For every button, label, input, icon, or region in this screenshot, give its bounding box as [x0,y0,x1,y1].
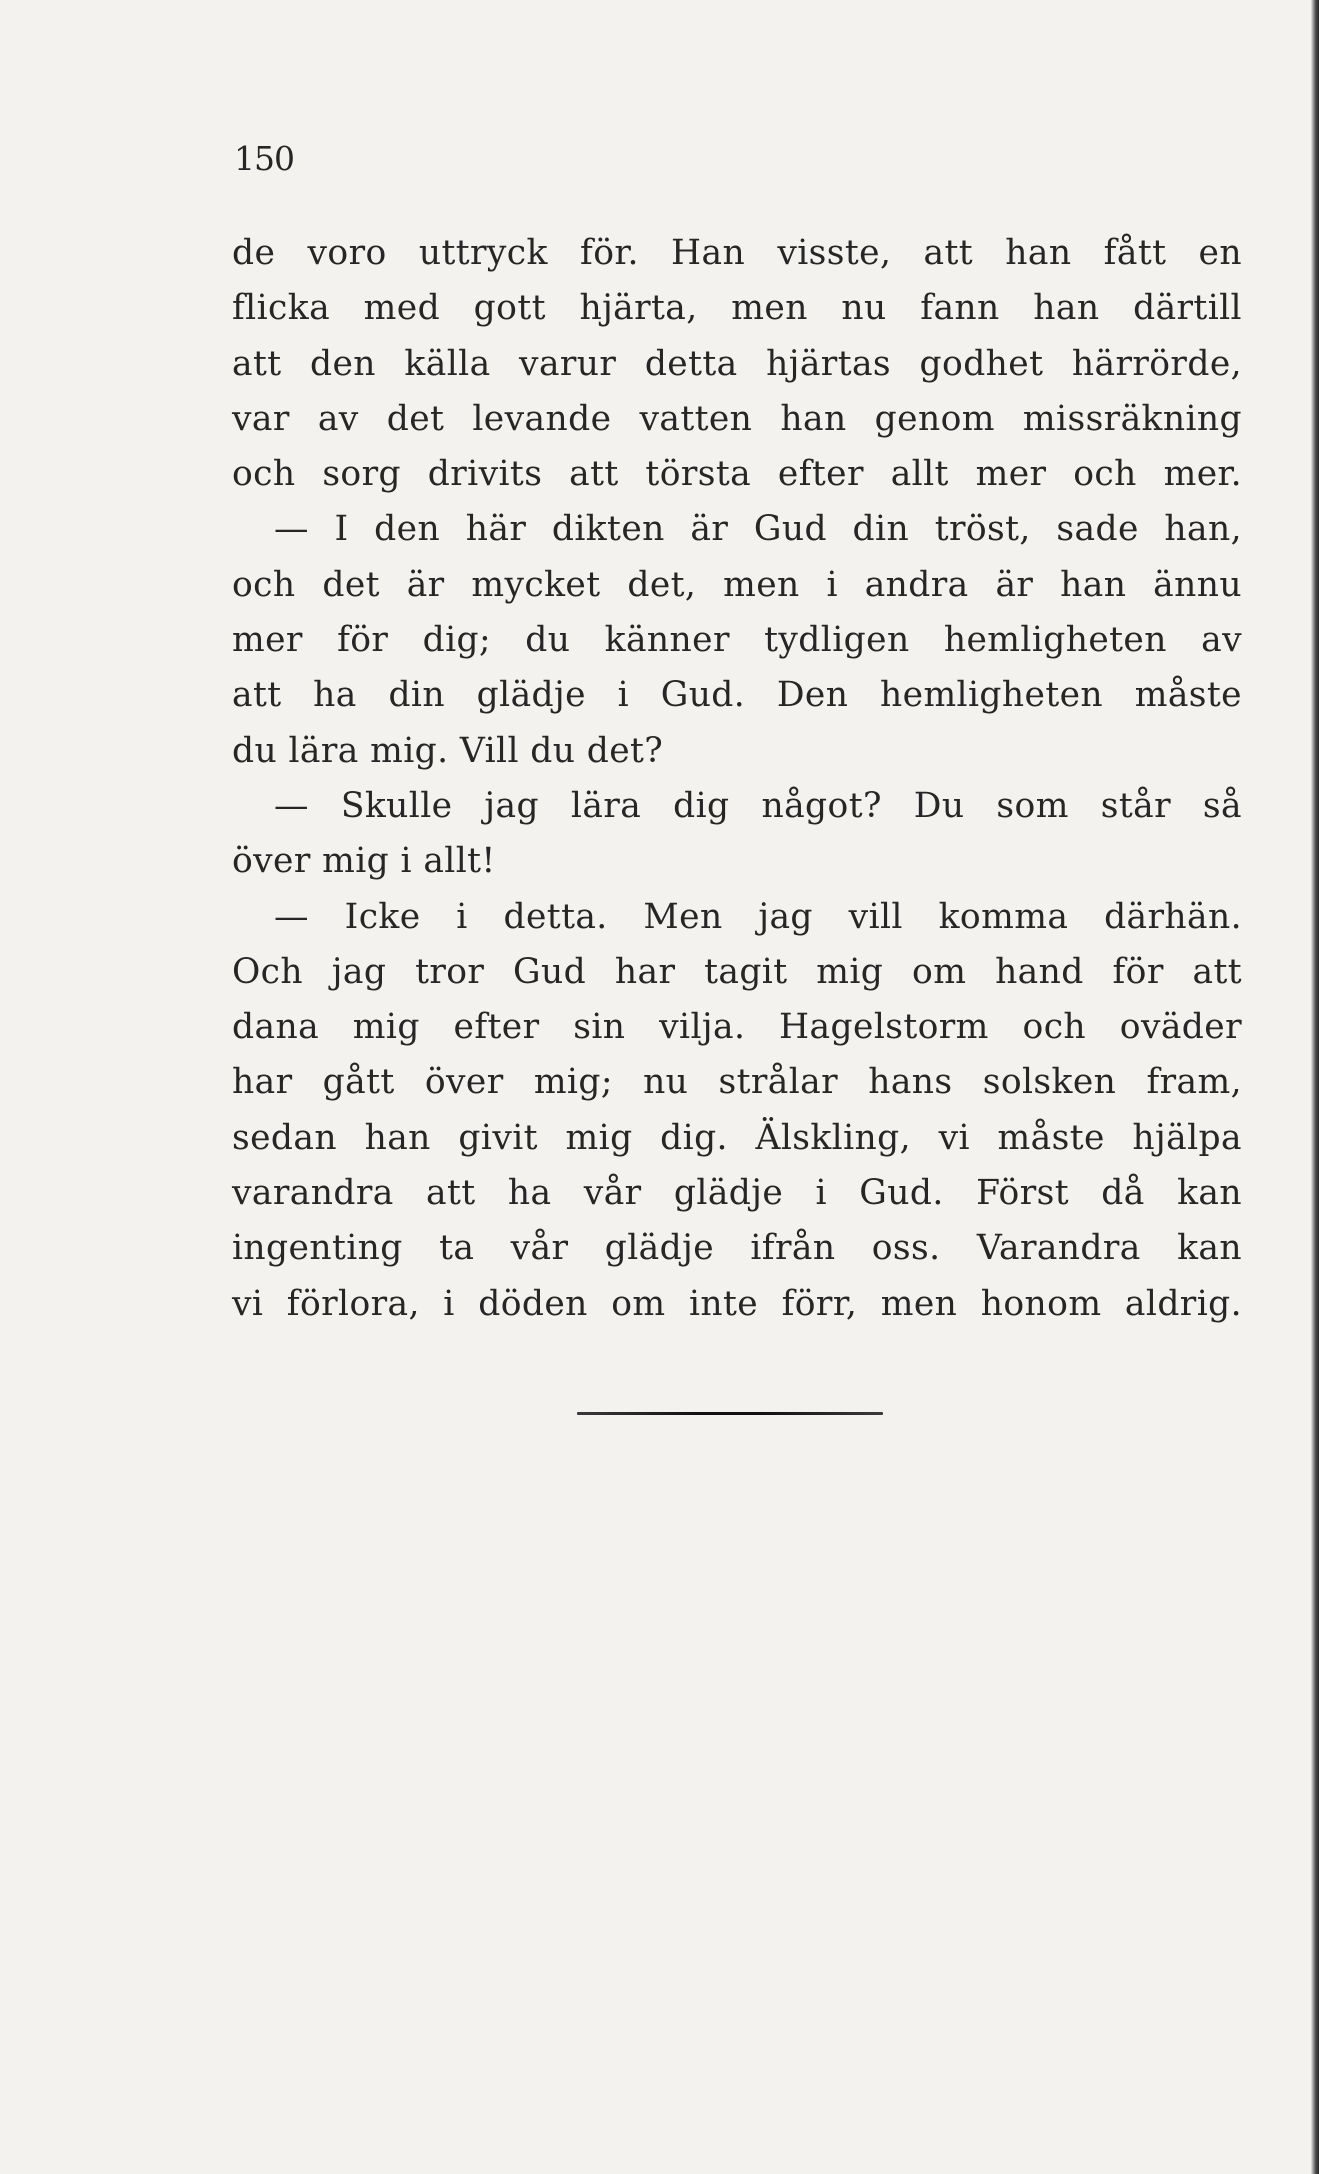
text-line: mer för dig; du känner tydligen hemligheten av [232,620,1242,661]
page-edge-shadow [1311,0,1319,2174]
text-line: dana mig efter sin vilja. Hagelstorm och oväder [232,1007,1242,1048]
section-end-rule [577,1412,883,1415]
text-line: du lära mig. Vill du det? [232,730,664,771]
text-line: — Skulle jag lära dig något? Du som står så [274,785,1242,826]
text-line: Och jag tror Gud har tagit mig om hand för att [232,951,1242,992]
text-line: sedan han givit mig dig. Älskling, vi måste hjälpa [232,1117,1242,1158]
text-line: de voro uttryck för. Han visste, att han fått en [232,233,1242,273]
body-text [232,226,1242,1332]
text-line: att den källa varur detta hjärtas godhet härrörde, [232,343,1242,384]
text-line: och det är mycket det, men i andra är han ännu [232,564,1242,605]
text-line: varandra att ha vår glädje i Gud. Först då kan [232,1173,1242,1214]
text-line: har gått över mig; nu strålar hans solsken fram, [232,1062,1242,1103]
text-line: att ha din glädje i Gud. Den hemligheten måste [232,675,1242,716]
text-line: och sorg drivits att törsta efter allt mer och mer. [232,454,1242,495]
page-number: 150 [234,139,294,178]
text-line: — I den här dikten är Gud din tröst, sade han, [274,509,1242,550]
text-line: ingenting ta vår glädje ifrån oss. Varandra kan [232,1228,1242,1269]
text-line: vi förlora, i döden om inte förr, men honom aldrig. [232,1283,1242,1324]
text-line: var av det levande vatten han genom missräkning [232,398,1242,439]
text-line: över mig i allt! [232,841,496,882]
text-line: — Icke i detta. Men jag vill komma därhän. [274,896,1242,937]
text-line: flicka med gott hjärta, men nu fann han därtill [232,288,1242,329]
